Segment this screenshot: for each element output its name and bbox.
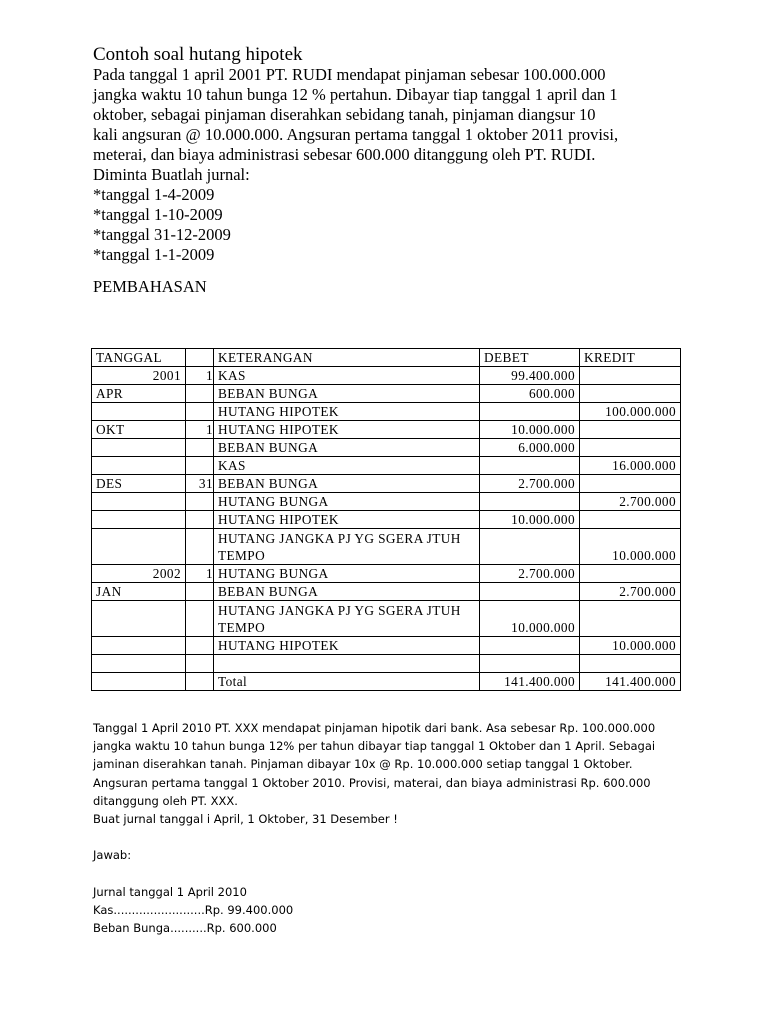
debet-cell <box>480 529 580 565</box>
date-cell: 2002 <box>92 565 186 583</box>
table-row <box>92 601 681 637</box>
table-row <box>92 655 681 673</box>
journal-entry: Kas.........................Rp. 99.400.000 <box>93 903 294 917</box>
debet-cell: 2.700.000 <box>480 475 580 493</box>
kredit-cell: 100.000.000 <box>580 403 681 421</box>
table-row <box>92 475 681 493</box>
kredit-cell <box>580 511 681 529</box>
table-row <box>92 565 681 583</box>
table-row <box>92 637 681 655</box>
description-cell: HUTANG BUNGA <box>214 565 480 583</box>
table-row <box>92 529 681 565</box>
debet-cell: 600.000 <box>480 385 580 403</box>
description-cell: KAS <box>214 367 480 385</box>
text-line: Angsuran pertama tanggal 1 Oktober 2010. Provisi, materai, dan biaya administrasi Rp. 600.000 <box>93 775 651 790</box>
kredit-cell: 10.000.000 <box>580 637 681 655</box>
day-cell: 1 <box>186 565 214 583</box>
document-title: Contoh soal hutang hipotek <box>93 44 303 65</box>
kredit-cell: 16.000.000 <box>580 457 681 475</box>
journal-body <box>92 367 681 691</box>
problem-line: *tanggal 1-10-2009 <box>93 205 223 224</box>
date-cell: APR <box>92 385 186 403</box>
debet-cell: 10.000.000 <box>480 421 580 439</box>
date-cell <box>92 529 186 565</box>
kredit-cell <box>580 367 681 385</box>
debet-cell <box>480 583 580 601</box>
description-cell: HUTANG HIPOTEK <box>214 511 480 529</box>
date-cell <box>92 403 186 421</box>
date-cell <box>92 673 186 691</box>
day-cell <box>186 583 214 601</box>
day-cell <box>186 601 214 637</box>
problem-line: oktober, sebagai pinjaman diserahkan sebidang tanah, pinjaman diangsur 10 <box>93 105 596 124</box>
date-cell <box>92 511 186 529</box>
debet-cell <box>480 403 580 421</box>
date-cell: 2001 <box>92 367 186 385</box>
description-cell: HUTANG BUNGA <box>214 493 480 511</box>
section-heading: PEMBAHASAN <box>93 277 207 296</box>
problem-line: Diminta Buatlah jurnal: <box>93 165 250 184</box>
debet-cell: 10.000.000 <box>480 601 580 637</box>
table-row <box>92 457 681 475</box>
text-line: Buat jurnal tanggal i April, 1 Oktober, 31 Desember ! <box>93 812 398 827</box>
kredit-cell: 2.700.000 <box>580 583 681 601</box>
date-cell: OKT <box>92 421 186 439</box>
problem-section <box>93 44 733 296</box>
problem-line: *tanggal 1-4-2009 <box>93 185 215 204</box>
date-cell <box>92 655 186 673</box>
description-cell: HUTANG HIPOTEK <box>214 637 480 655</box>
description-cell: HUTANG HIPOTEK <box>214 421 480 439</box>
day-cell <box>186 457 214 475</box>
description-cell: HUTANG JANGKA PJ YG SGERA JTUH TEMPO <box>214 529 480 565</box>
kredit-cell <box>580 601 681 637</box>
date-cell <box>92 439 186 457</box>
description-cell: BEBAN BUNGA <box>214 475 480 493</box>
journal-entry: Beban Bunga..........Rp. 600.000 <box>93 921 277 936</box>
header-debet: DEBET <box>480 349 580 367</box>
header-kredit: KREDIT <box>580 349 681 367</box>
day-cell <box>186 655 214 673</box>
day-cell: 1 <box>186 421 214 439</box>
date-cell: JAN <box>92 583 186 601</box>
kredit-cell <box>580 421 681 439</box>
kredit-cell: 10.000.000 <box>580 529 681 565</box>
day-cell <box>186 637 214 655</box>
description-cell: HUTANG HIPOTEK <box>214 403 480 421</box>
kredit-cell <box>580 565 681 583</box>
kredit-cell <box>580 439 681 457</box>
header-day <box>186 349 214 367</box>
text-line: jaminan diserahkan tanah. Pinjaman dibayar 10x @ Rp. 10.000.000 setiap tanggal 1 Oktober. <box>93 757 633 772</box>
debet-cell: 2.700.000 <box>480 565 580 583</box>
debet-cell: 99.400.000 <box>480 367 580 385</box>
debet-cell <box>480 457 580 475</box>
problem-line: Pada tanggal 1 april 2001 PT. RUDI mendapat pinjaman sebesar 100.000.000 <box>93 65 606 84</box>
table-row <box>92 673 681 691</box>
description-cell: Total <box>214 673 480 691</box>
description-cell: HUTANG JANGKA PJ YG SGERA JTUH TEMPO <box>214 601 480 637</box>
problem-line: kali angsuran @ 10.000.000. Angsuran pertama tanggal 1 oktober 2011 provisi, <box>93 125 619 144</box>
debet-cell <box>480 493 580 511</box>
blank-line <box>93 865 733 883</box>
day-cell <box>186 673 214 691</box>
day-cell <box>186 529 214 565</box>
day-cell <box>186 439 214 457</box>
table-row <box>92 583 681 601</box>
day-cell: 1 <box>186 367 214 385</box>
description-cell <box>214 655 480 673</box>
day-cell <box>186 403 214 421</box>
problem-text <box>93 65 733 265</box>
table-row <box>92 385 681 403</box>
kredit-cell <box>580 475 681 493</box>
date-cell: DES <box>92 475 186 493</box>
journal-table <box>91 348 681 691</box>
table-row <box>92 511 681 529</box>
answer-label: Jawab: <box>93 848 132 863</box>
header-tanggal: TANGGAL <box>92 349 186 367</box>
day-cell: 31 <box>186 475 214 493</box>
day-cell <box>186 385 214 403</box>
table-row <box>92 439 681 457</box>
problem-line: *tanggal 1-1-2009 <box>93 245 215 264</box>
debet-cell: 6.000.000 <box>480 439 580 457</box>
day-cell <box>186 511 214 529</box>
date-cell <box>92 493 186 511</box>
table-row <box>92 403 681 421</box>
second-problem <box>93 719 733 937</box>
table-row <box>92 421 681 439</box>
description-cell: BEBAN BUNGA <box>214 583 480 601</box>
problem-line: meterai, dan biaya administrasi sebesar 600.000 ditanggung oleh PT. RUDI. <box>93 145 596 164</box>
kredit-cell: 141.400.000 <box>580 673 681 691</box>
debet-cell <box>480 655 580 673</box>
table-row <box>92 493 681 511</box>
date-cell <box>92 637 186 655</box>
kredit-cell <box>580 655 681 673</box>
text-line: Tanggal 1 April 2010 PT. XXX mendapat pinjaman hipotik dari bank. Asa sebesar Rp. 100.000.000 <box>93 721 656 735</box>
description-cell: BEBAN BUNGA <box>214 385 480 403</box>
problem-line: jangka waktu 10 tahun bunga 12 % pertahun. Dibayar tiap tanggal 1 april dan 1 <box>93 85 618 104</box>
debet-cell: 141.400.000 <box>480 673 580 691</box>
journal-heading: Jurnal tanggal 1 April 2010 <box>93 884 247 899</box>
text-line: jangka waktu 10 tahun bunga 12% per tahun dibayar tiap tanggal 1 Oktober dan 1 April. Sebagai <box>93 739 656 754</box>
debet-cell <box>480 637 580 655</box>
kredit-cell <box>580 385 681 403</box>
date-cell <box>92 457 186 475</box>
description-cell: KAS <box>214 457 480 475</box>
text-line: ditanggung oleh PT. XXX. <box>93 793 238 808</box>
day-cell <box>186 493 214 511</box>
description-cell: BEBAN BUNGA <box>214 439 480 457</box>
problem-line: *tanggal 31-12-2009 <box>93 225 231 244</box>
debet-cell: 10.000.000 <box>480 511 580 529</box>
kredit-cell: 2.700.000 <box>580 493 681 511</box>
table-row <box>92 367 681 385</box>
blank-line <box>93 828 733 846</box>
date-cell <box>92 601 186 637</box>
header-keterangan: KETERANGAN <box>214 349 480 367</box>
table-header-row <box>92 349 681 367</box>
